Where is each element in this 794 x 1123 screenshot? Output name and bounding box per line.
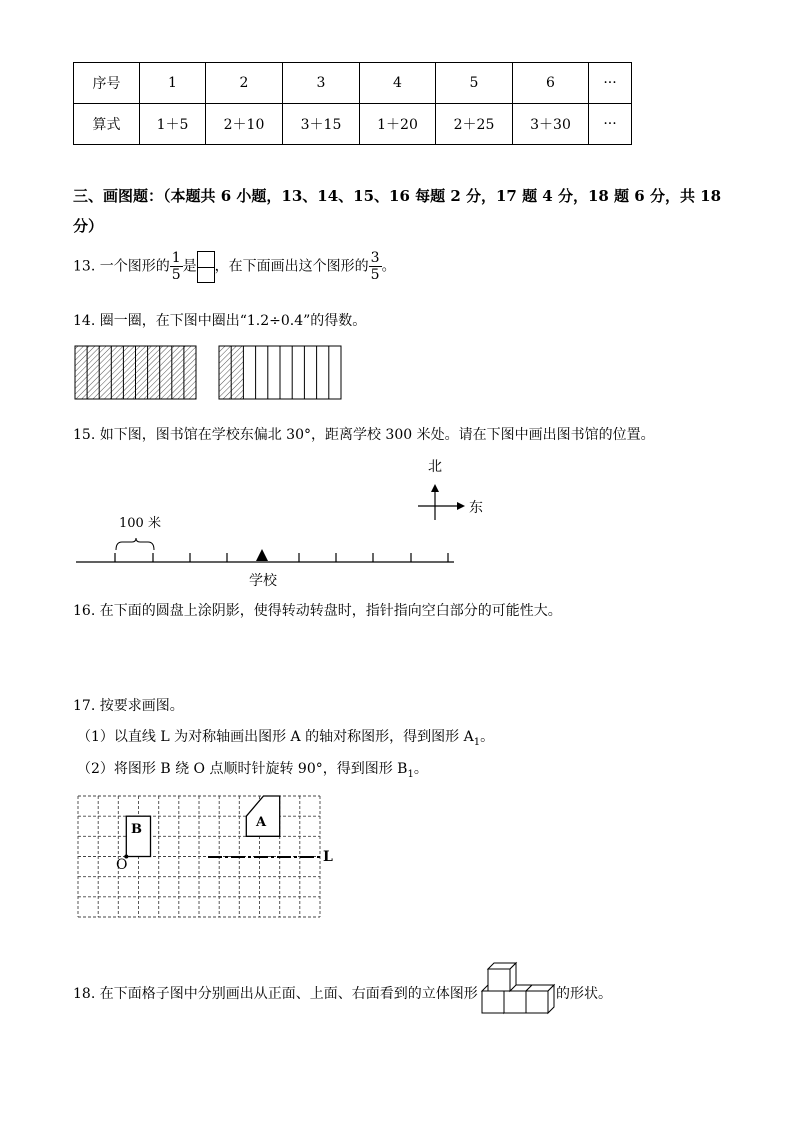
label-o: O (116, 857, 128, 873)
q13-is: 是 (182, 258, 197, 275)
q18-suffix: 的形状。 (556, 986, 612, 1002)
map-diagram (70, 478, 490, 570)
hatched-bars-figure (74, 344, 344, 402)
table-cell: 算式 (74, 104, 140, 145)
school-label: 学校 (249, 573, 277, 589)
numerator: 1 (171, 250, 181, 266)
whole-bar (75, 346, 196, 399)
q18-prefix: 18. 在下面格子图中分别画出从正面、上面、右面看到的立体图形 (73, 986, 478, 1002)
compass-icon (418, 484, 465, 520)
question-18 (73, 983, 478, 1003)
q13-end: 。 (381, 258, 396, 275)
table-cell: 序号 (74, 63, 140, 104)
partial-bar (219, 346, 341, 399)
label-b: B (131, 822, 142, 837)
figure-box-icon (197, 251, 215, 283)
table-cell: 2＋10 (206, 104, 283, 145)
q17-part1-text: （1）以直线 L 为对称轴画出图形 A 的轴对称图形，得到图形 A (77, 729, 474, 745)
table-cell: ··· (589, 63, 632, 104)
numerator: 3 (370, 250, 380, 266)
table-cell: 5 (436, 63, 513, 104)
section-heading: 三、画图题：（本题共 6 小题，13、14、15、16 每题 2 分，17 题 4 分，18 题 6 分，共 18 (73, 187, 722, 205)
table-cell: 1＋20 (360, 104, 436, 145)
denominator: 5 (370, 267, 380, 283)
east-label: 东 (469, 500, 483, 516)
table-row (74, 63, 632, 104)
label-a: A (256, 815, 267, 830)
cube-solid-icon (476, 958, 556, 1016)
label-l: L (323, 849, 333, 865)
table-cell: 6 (513, 63, 589, 104)
question-16: 16. 在下面的圆盘上涂阴影，使得转动转盘时，指针指向空白部分的可能性大。 (73, 603, 562, 619)
question-17-part2 (77, 758, 428, 780)
table-cell: 2＋25 (436, 104, 513, 145)
scale-brace (116, 538, 154, 550)
denominator: 5 (171, 267, 181, 283)
table-cell: 2 (206, 63, 283, 104)
table-row (74, 104, 632, 145)
school-marker-icon (256, 549, 268, 561)
question-14: 14. 圈一圈，在下图中圈出“1.2÷0.4”的得数。 (73, 313, 367, 329)
table-cell: 1 (140, 63, 206, 104)
fraction-three-fifths (369, 250, 382, 283)
fraction-one-fifth (170, 250, 183, 283)
subscript: 1 (473, 736, 481, 748)
question-13 (73, 250, 396, 283)
table-cell: 4 (360, 63, 436, 104)
table-cell: ··· (589, 104, 632, 145)
north-label: 北 (428, 459, 442, 475)
scale-label: 100 米 (119, 516, 161, 531)
section-heading-cont: 分） (73, 217, 104, 235)
table-cell: 3 (283, 63, 360, 104)
question-15: 15. 如下图，图书馆在学校东偏北 30°，距离学校 300 米处。请在下图中画出图书馆的位置。 (73, 427, 655, 443)
q17-part1-end: 。 (480, 729, 495, 745)
table-cell: 3＋15 (283, 104, 360, 145)
q17-part2-end: 。 (413, 761, 428, 777)
q17-part2-text: （2）将图形 B 绕 O 点顺时针旋转 90°，得到图形 B (77, 761, 408, 777)
q13-prefix: 13. 一个图形的 (73, 258, 170, 275)
grid-figure (70, 790, 350, 925)
question-17-part1 (77, 726, 494, 748)
table-cell: 1＋5 (140, 104, 206, 145)
question-17: 17. 按要求画图。 (73, 698, 184, 714)
q13-middle: ，在下面画出这个图形的 (214, 258, 369, 275)
sequence-table (73, 62, 632, 145)
table-cell: 3＋30 (513, 104, 589, 145)
subscript: 1 (407, 768, 414, 780)
